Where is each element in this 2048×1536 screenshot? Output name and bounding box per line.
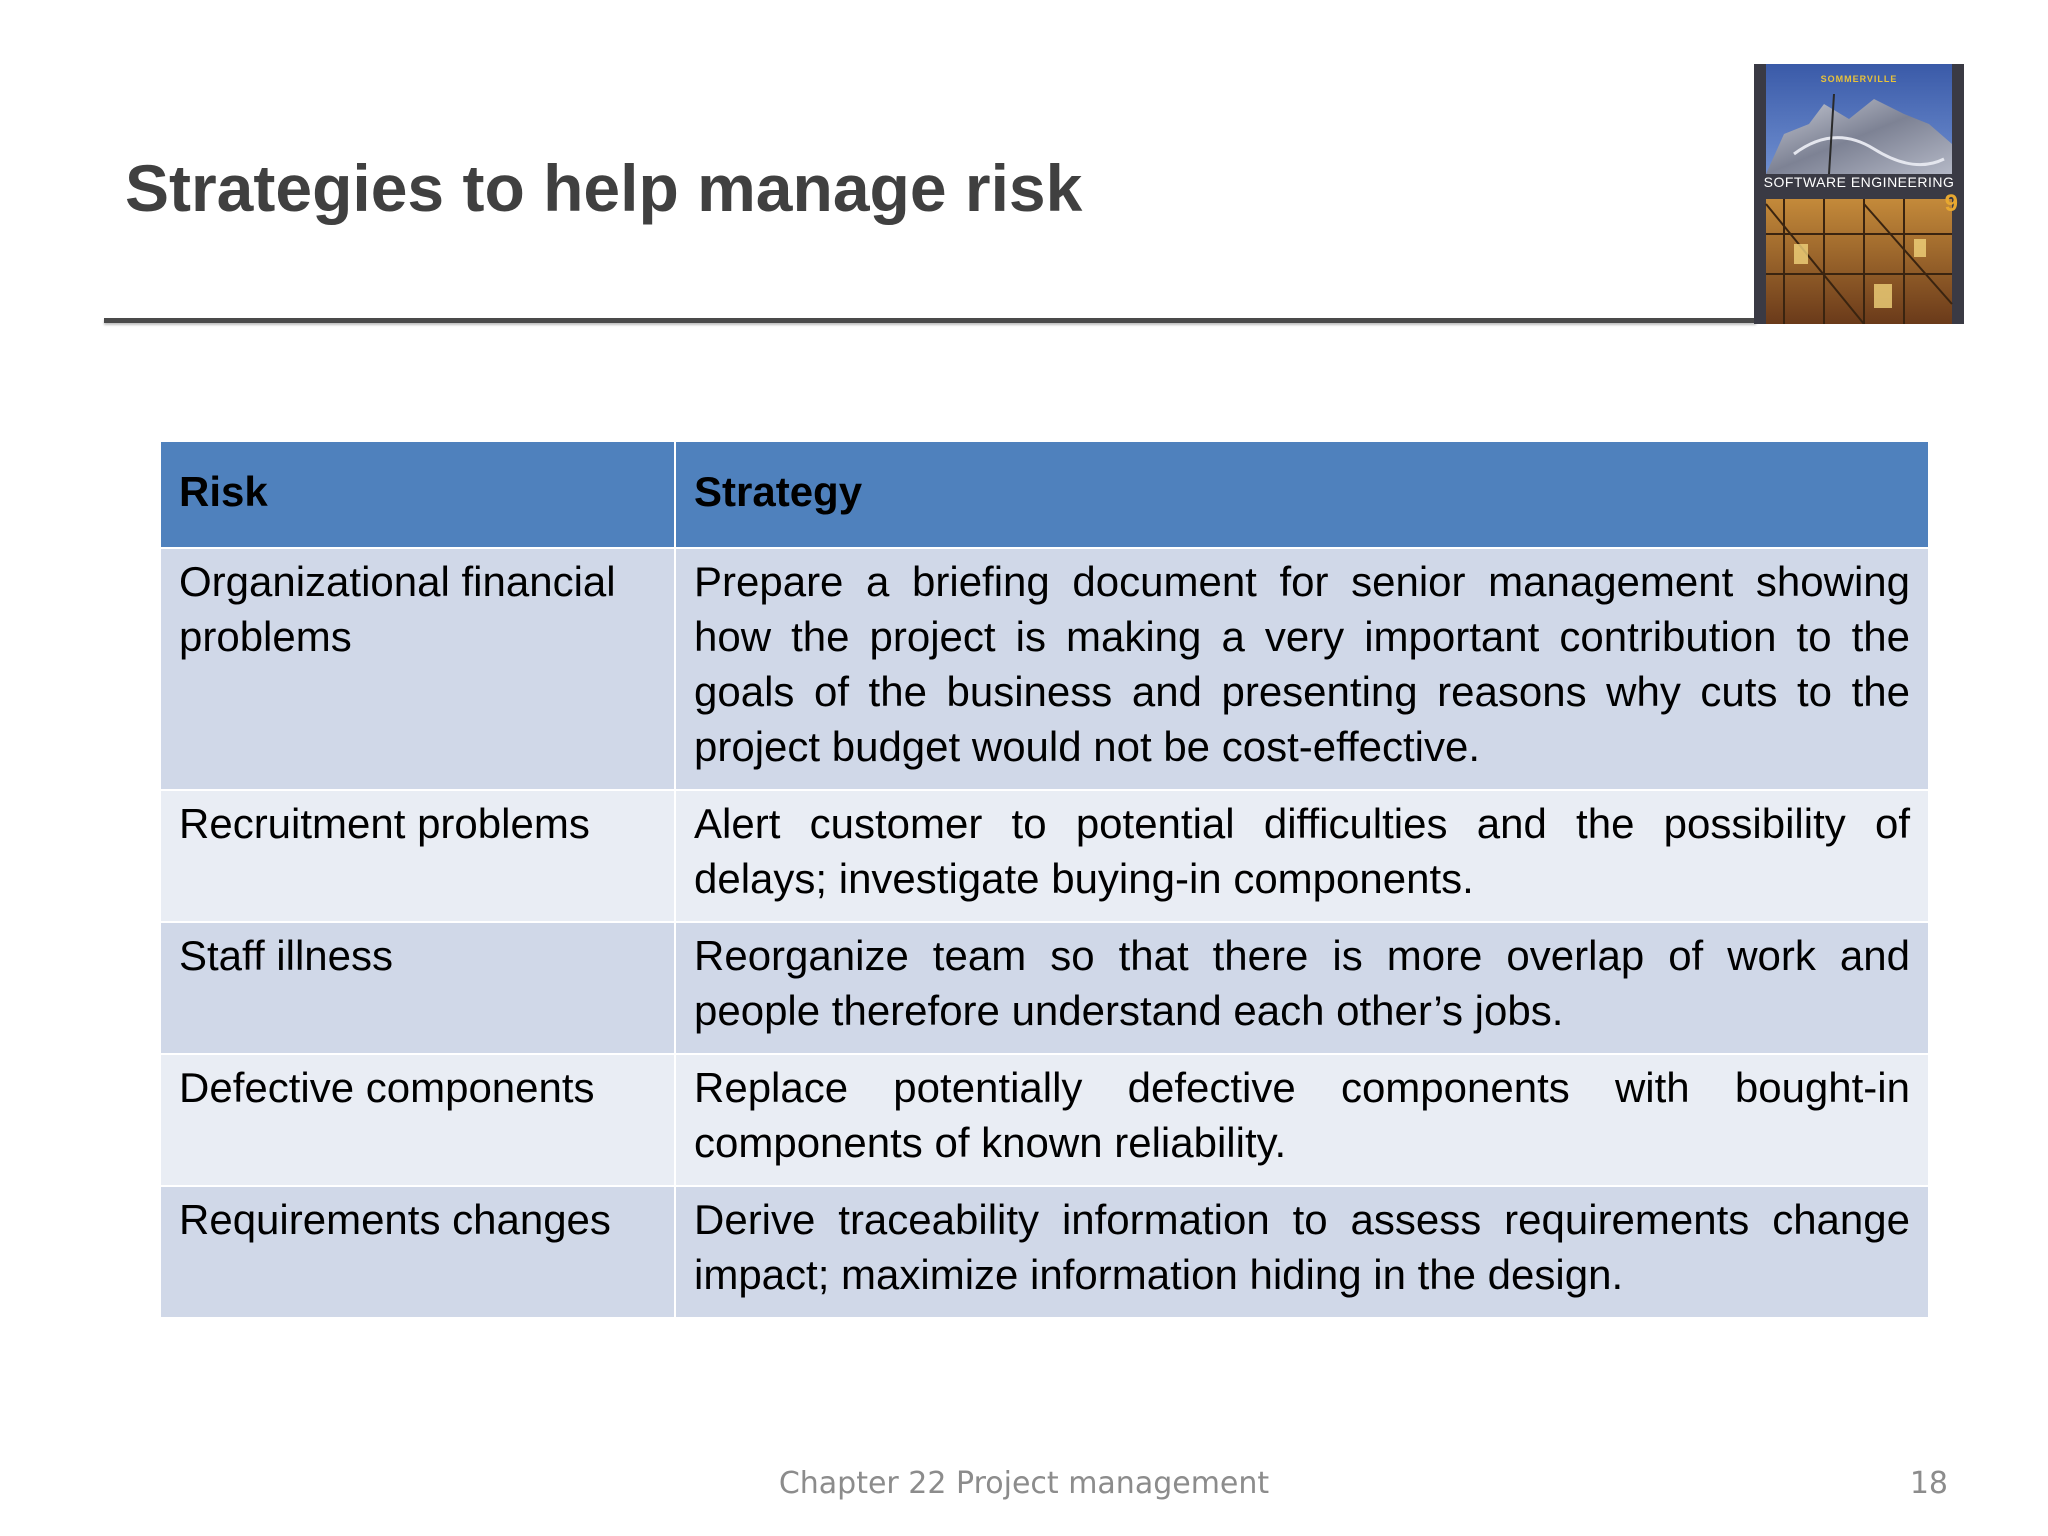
table-row	[161, 548, 1928, 790]
strategy-cell: Derive traceability information to assess requirements change impact; maximize information hiding in the design.	[675, 1186, 1928, 1317]
book-title-text: SOFTWARE ENGINEERING	[1763, 174, 1955, 190]
book-author-text: SOMMERVILLE	[1820, 74, 1898, 84]
strategy-cell: Replace potentially defective components with bought-in components of known reliability.	[675, 1054, 1928, 1186]
slide-footer: Chapter 22 Project management	[778, 1466, 1270, 1501]
table-header-row	[161, 442, 1928, 548]
strategy-cell: Reorganize team so that there is more overlap of work and people therefore understand each other’s jobs.	[675, 922, 1928, 1054]
table-row	[161, 1054, 1928, 1186]
risk-cell: Requirements changes	[161, 1186, 675, 1317]
table-row	[161, 1186, 1928, 1317]
risk-cell: Recruitment problems	[161, 790, 675, 922]
risk-strategy-table	[161, 442, 1928, 1317]
strategy-cell: Alert customer to potential difficulties and the possibility of delays; investigate buying-in components.	[675, 790, 1928, 922]
slide-title: Strategies to help manage risk	[125, 151, 1083, 225]
risk-cell: Organizational financial problems	[161, 548, 675, 790]
table-row	[161, 922, 1928, 1054]
page-number: 18	[1909, 1466, 1948, 1501]
title-divider	[104, 318, 1756, 323]
risk-cell: Defective components	[161, 1054, 675, 1186]
strategy-cell: Prepare a briefing document for senior management showing how the project is making a very important contribution to the goals of the business and presenting reasons why cuts to the project budget would not be cost-effective.	[675, 548, 1928, 790]
book-edition-text: 9	[1944, 190, 1958, 217]
risk-cell: Staff illness	[161, 922, 675, 1054]
header-risk: Risk	[161, 442, 675, 548]
book-cover-image	[1754, 64, 1964, 324]
table-row	[161, 790, 1928, 922]
header-strategy: Strategy	[675, 442, 1928, 548]
book-cover-art	[1754, 64, 1964, 324]
